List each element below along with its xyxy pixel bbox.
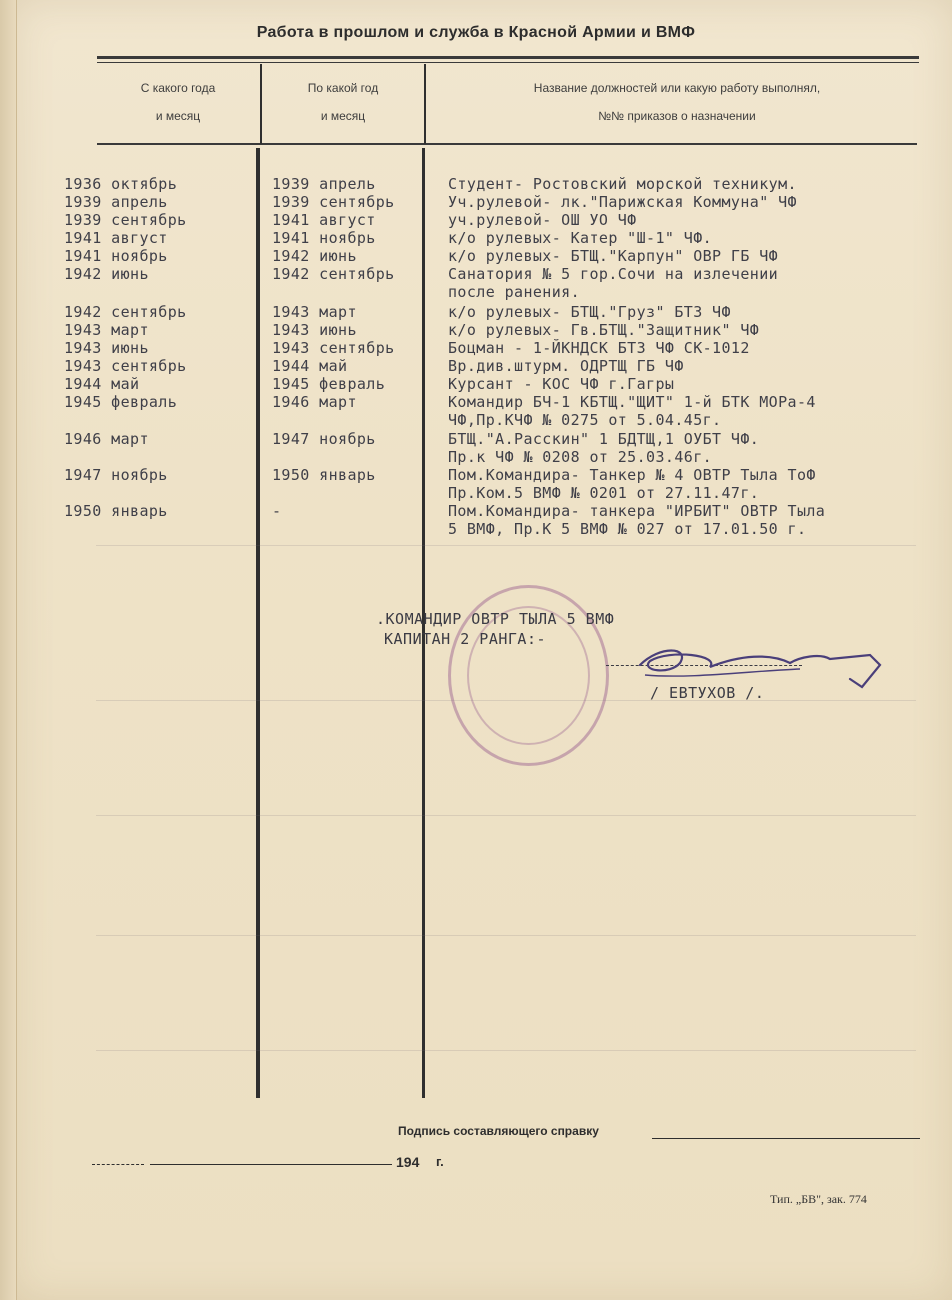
entry-to-date: 1942 июнь xyxy=(272,247,357,265)
entry-position: 5 ВМФ, Пр.К 5 ВМФ № 027 от 17.01.50 г. xyxy=(448,520,807,538)
entry-from-date: 1950 январь xyxy=(64,502,168,520)
entry-to-date: 1950 январь xyxy=(272,466,376,484)
entry-from-date: 1943 июнь xyxy=(64,339,149,357)
entry-from-date: 1939 апрель xyxy=(64,193,168,211)
column-header-to-line2: и месяц xyxy=(320,109,366,123)
entry-to-date: 1941 ноябрь xyxy=(272,229,376,247)
header-top-rule xyxy=(97,56,919,59)
column-divider-1 xyxy=(256,148,260,1098)
entry-from-date: 1945 февраль xyxy=(64,393,178,411)
faint-background-line xyxy=(96,545,916,546)
entry-position: уч.рулевой- ОШ УО ЧФ xyxy=(448,211,637,229)
compiler-signature-label xyxy=(398,1124,599,1138)
entry-from-date: 1943 сентябрь xyxy=(64,357,187,375)
entry-to-date: 1946 март xyxy=(272,393,357,411)
column-header-from-line1: С какого года xyxy=(140,81,216,95)
faint-background-line xyxy=(96,700,916,701)
entry-from-date: 1942 июнь xyxy=(64,265,149,283)
entry-from-date: 1944 май xyxy=(64,375,140,393)
entry-to-date: 1943 март xyxy=(272,303,357,321)
entry-to-date: 1939 сентябрь xyxy=(272,193,395,211)
entry-to-date: 1939 апрель xyxy=(272,175,376,193)
entry-position: Вр.див.штурм. ОДРТЩ ГБ ЧФ xyxy=(448,357,684,375)
column-divider-1-header xyxy=(260,64,262,144)
column-header-from-line2: и месяц xyxy=(155,109,201,123)
entry-from-date: 1941 август xyxy=(64,229,168,247)
entry-to-date: 1947 ноябрь xyxy=(272,430,376,448)
entry-to-date: 1944 май xyxy=(272,357,348,375)
compiler-signature-line xyxy=(652,1138,920,1139)
entry-to-date: 1941 август xyxy=(272,211,376,229)
entry-position: Пр.Ком.5 ВМФ № 0201 от 27.11.47г. xyxy=(448,484,760,502)
header-top-rule-thin xyxy=(97,62,919,63)
entry-position: к/о рулевых- Катер "Ш-1" ЧФ. xyxy=(448,229,713,247)
page-title: Работа в прошлом и служба в Красной Армии и ВМФ xyxy=(256,24,696,41)
entry-position: Студент- Ростовский морской техникум. xyxy=(448,175,797,193)
entry-position: Курсант - КОС ЧФ г.Гагры xyxy=(448,375,675,393)
entry-to-date: 1943 сентябрь xyxy=(272,339,395,357)
entry-position: Командир БЧ-1 КБТЩ."ЩИТ" 1-й БТК МОРа-4 xyxy=(448,393,816,411)
column-divider-2-header xyxy=(424,64,426,144)
date-year: 194 xyxy=(396,1154,420,1170)
header-bottom-rule xyxy=(97,143,917,145)
faint-background-line xyxy=(96,1050,916,1051)
page-binding-edge xyxy=(0,0,17,1300)
entry-from-date: 1947 ноябрь xyxy=(64,466,168,484)
date-line-left xyxy=(92,1164,144,1165)
entry-position: Боцман - 1-ЙКНДСК БТЗ ЧФ СК-1012 xyxy=(448,339,750,357)
entry-to-date: 1942 сентябрь xyxy=(272,265,395,283)
signature-commander-line: .КОМАНДИР ОВТР ТЫЛА 5 ВМФ xyxy=(376,610,615,628)
entry-to-date: - xyxy=(272,502,282,520)
entry-position: к/о рулевых- БТЩ."Груз" БТЗ ЧФ xyxy=(448,303,731,321)
entry-position: к/о рулевых- БТЩ."Карпун" ОВР ГБ ЧФ xyxy=(448,247,779,265)
entry-position: Пом.Командира- танкера "ИРБИТ" ОВТР Тыла xyxy=(448,502,826,520)
signature-rank-line: КАПИТАН 2 РАНГА:- xyxy=(384,630,547,648)
column-header-position-line1: Название должностей или какую работу выполнял, xyxy=(533,81,821,95)
column-header-to-line1: По какой год xyxy=(307,81,379,95)
entry-position: после ранения. xyxy=(448,283,581,301)
entry-from-date: 1941 ноябрь xyxy=(64,247,168,265)
entry-position: Санатория № 5 гор.Сочи на излечении xyxy=(448,265,779,283)
date-suffix: г. xyxy=(436,1154,444,1169)
column-header-position-line2: №№ приказов о назначении xyxy=(598,109,756,123)
entry-from-date: 1946 март xyxy=(64,430,149,448)
entry-position: Пом.Командира- Танкер № 4 ОВТР Тыла ТоФ xyxy=(448,466,816,484)
printer-mark: Тип. „БВ", зак. 774 xyxy=(770,1192,867,1206)
column-header-from xyxy=(100,74,256,130)
entry-from-date: 1942 сентябрь xyxy=(64,303,187,321)
entry-position: БТЩ."А.Расскин" 1 БДТЩ,1 ОУБТ ЧФ. xyxy=(448,430,760,448)
date-line-right xyxy=(150,1164,392,1165)
entry-position: к/о рулевых- Гв.БТЩ."Защитник" ЧФ xyxy=(448,321,760,339)
column-header-position xyxy=(432,74,922,130)
entry-to-date: 1945 февраль xyxy=(272,375,386,393)
entry-from-date: 1943 март xyxy=(64,321,149,339)
entry-from-date: 1936 октябрь xyxy=(64,175,178,193)
entry-position: Уч.рулевой- лк."Парижская Коммуна" ЧФ xyxy=(448,193,797,211)
compiler-signature-text: Подпись составляющего справку xyxy=(398,1124,599,1138)
column-header-to xyxy=(264,74,422,130)
entry-from-date: 1939 сентябрь xyxy=(64,211,187,229)
faint-background-line xyxy=(96,935,916,936)
handwritten-signature xyxy=(600,635,900,715)
entry-position: ЧФ,Пр.КЧФ № 0275 от 5.04.45г. xyxy=(448,411,722,429)
entry-position: Пр.к ЧФ № 0208 от 25.03.46г. xyxy=(448,448,713,466)
signature-name: / ЕВТУХОВ /. xyxy=(650,684,765,702)
entry-to-date: 1943 июнь xyxy=(272,321,357,339)
faint-background-line xyxy=(96,815,916,816)
